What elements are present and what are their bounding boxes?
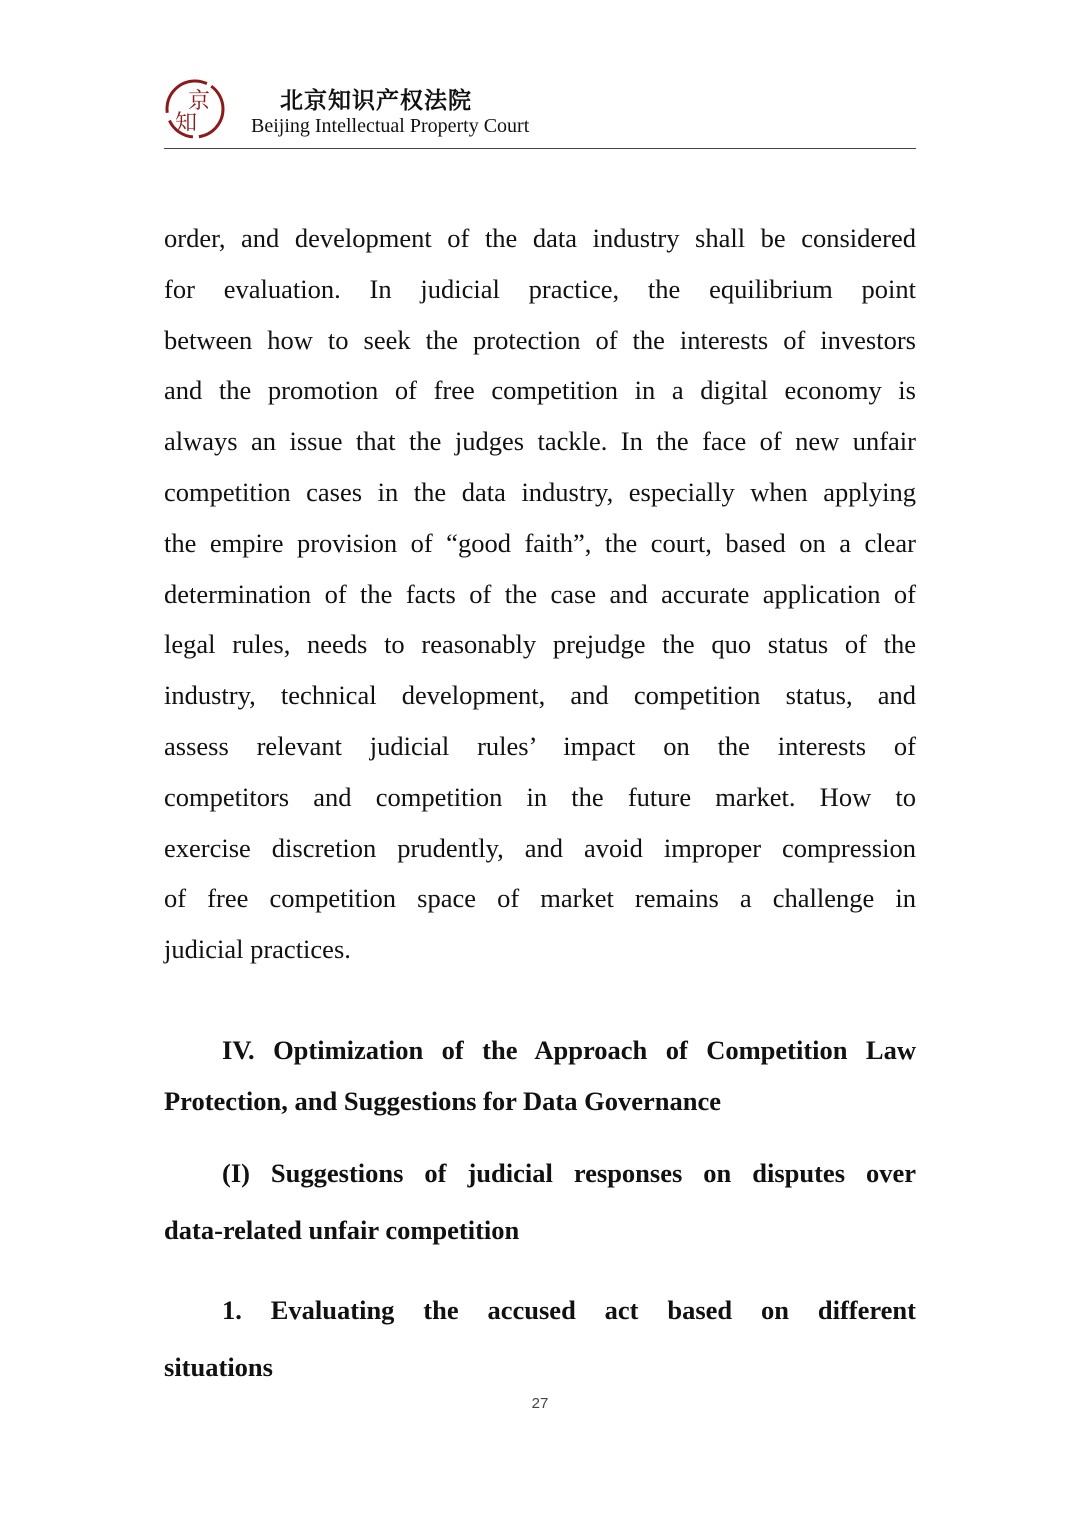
- body-line: industry, technical development, and competition status, and: [164, 680, 916, 710]
- heading-line: situations: [164, 1352, 273, 1382]
- heading-line: IV. Optimization of the Approach of Competition Law: [222, 1035, 916, 1065]
- svg-text:知: 知: [174, 111, 198, 136]
- body-line: competition cases in the data industry, especially when applying: [164, 477, 916, 507]
- heading-line: 1. Evaluating the accused act based on different: [222, 1295, 916, 1325]
- heading-line: Protection, and Suggestions for Data Governance: [164, 1086, 721, 1116]
- page-number: 27: [531, 1395, 549, 1412]
- body-line: between how to seek the protection of the interests of investors: [164, 325, 916, 355]
- court-name-english: Beijing Intellectual Property Court: [251, 115, 530, 137]
- body-line: competitors and competition in the future market. How to: [164, 782, 916, 812]
- body-line: of free competition space of market remains a challenge in: [164, 883, 916, 913]
- body-line: for evaluation. In judicial practice, the equilibrium point: [164, 274, 916, 304]
- body-line: determination of the facts of the case and accurate application of: [164, 579, 916, 609]
- court-name-chinese: 北京知识产权法院: [280, 88, 472, 114]
- svg-text:京: 京: [187, 89, 211, 114]
- body-line: order, and development of the data industry shall be considered: [164, 223, 916, 253]
- court-logo-seal: [164, 78, 226, 140]
- body-line: and the promotion of free competition in a digital economy is: [164, 375, 916, 405]
- body-line: the empire provision of “good faith”, the court, based on a clear: [164, 528, 916, 558]
- body-line: always an issue that the judges tackle. In the face of new unfair: [164, 426, 916, 456]
- heading-line: data-related unfair competition: [164, 1215, 520, 1245]
- body-line: judicial practices.: [164, 934, 351, 964]
- body-line: assess relevant judicial rules’ impact on the interests of: [164, 731, 916, 761]
- heading-line: (I) Suggestions of judicial responses on disputes over: [222, 1158, 916, 1188]
- body-line: exercise discretion prudently, and avoid improper compression: [164, 833, 916, 863]
- page-header: [164, 76, 916, 149]
- body-line: legal rules, needs to reasonably prejudge the quo status of the: [164, 629, 916, 659]
